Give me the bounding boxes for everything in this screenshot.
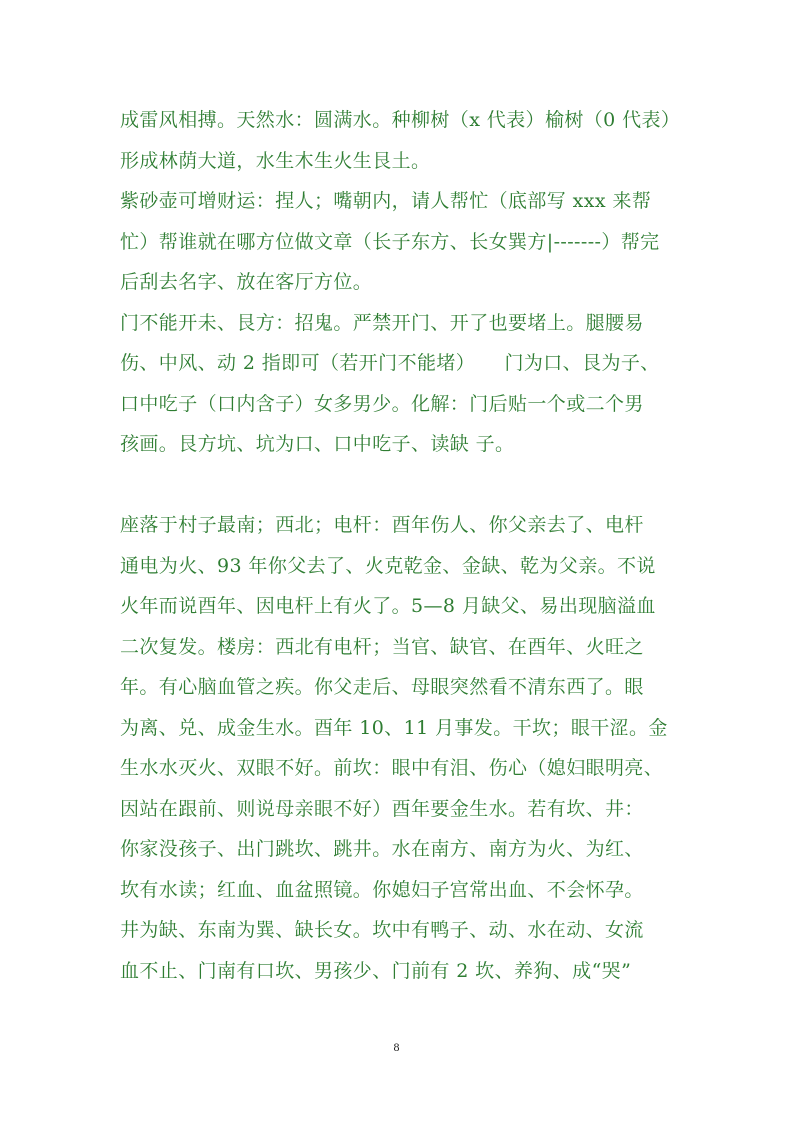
text-line: 井为缺、东南为巽、缺长女。坎中有鸭子、动、水在动、女流 <box>120 919 644 941</box>
text-line: 成雷风相搏。天然水：圆满水。种柳树（x 代表）榆树（0 代表） <box>120 109 681 131</box>
text-line: 口中吃子（口内含子）女多男少。化解：门后贴一个或二个男 <box>120 392 644 415</box>
text-line: 孩画。艮方坑、坑为口、口中吃子、读缺 子。 <box>120 433 515 455</box>
text-line: 忙）帮谁就在哪方位做文章（长子东方、长女巽方|-------）帮完 <box>120 230 660 253</box>
text-line: 座落于村子最南；西北；电杆：酉年伤人、你父亲去了、电杆 <box>120 514 644 536</box>
text-line: 为离、兑、成金生水。酉年 10、11 月事发。干坎；眼干涩。金 <box>120 716 668 739</box>
text-line: 形成林荫大道，水生木生火生艮土。 <box>120 149 431 172</box>
page-number: 8 <box>393 1040 400 1054</box>
text-line: 后刮去名字、放在客厅方位。 <box>120 271 373 293</box>
text-line: 年。有心脑血管之疾。你父走后、母眼突然看不清东西了。眼 <box>120 676 644 698</box>
text-line: 通电为火、93 年你父去了、火克乾金、金缺、乾为父亲。不说 <box>120 554 656 577</box>
paragraph-gap <box>120 465 680 506</box>
text-line: 伤、中风、动 2 指即可（若开门不能堵） 门为口、艮为子、 <box>120 352 660 374</box>
text-line: 二次复发。楼房：西北有电杆；当官、缺官、在酉年、火旺之 <box>120 635 644 658</box>
body-text <box>120 100 680 991</box>
text-line: 因站在跟前、则说母亲眼不好）酉年要金生水。若有坎、井： <box>120 797 644 820</box>
text-line: 坎有水读；红血、血盆照镜。你媳妇子宫常出血、不会怀孕。 <box>120 878 644 901</box>
text-line: 火年而说酉年、因电杆上有火了。5—8 月缺父、易出现脑溢血 <box>120 595 656 617</box>
text-line: 生水水灭火、双眼不好。前坎：眼中有泪、伤心（媳妇眼明亮、 <box>120 757 664 779</box>
text-line: 紫砂壶可增财运：捏人；嘴朝内，请人帮忙（底部写 xxx 来帮 <box>120 190 652 212</box>
text-line: 血不止、门南有口坎、男孩少、门前有 2 坎、养狗、成“哭” <box>120 959 632 982</box>
text-line: 你家没孩子、出门跳坎、跳井。水在南方、南方为火、为红、 <box>120 838 644 860</box>
text-line: 门不能开未、艮方：招鬼。严禁开门、开了也要堵上。腿腰易 <box>120 311 644 334</box>
